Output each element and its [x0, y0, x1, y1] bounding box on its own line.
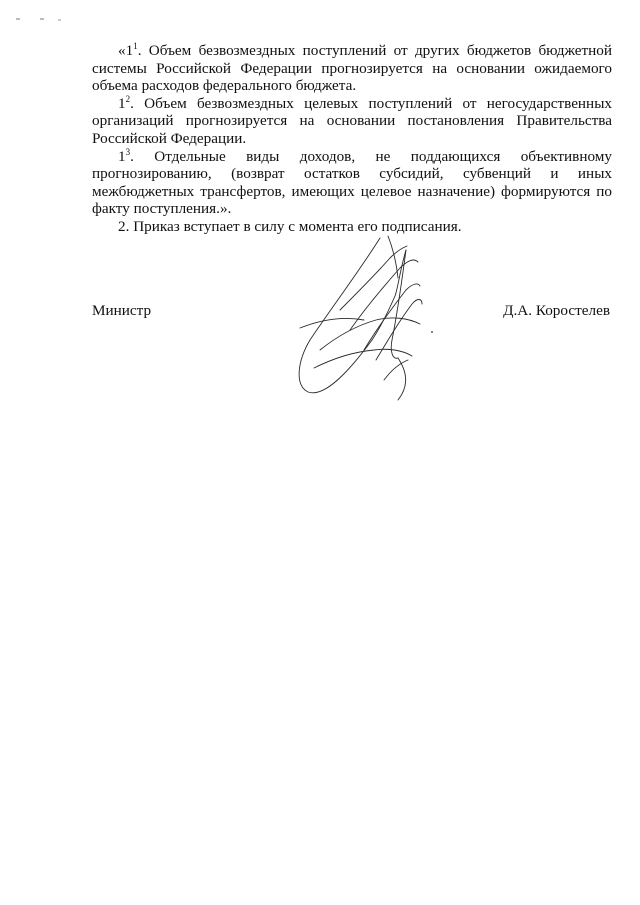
- paragraph-1-2: $1^2$. Объем безвозмездных целевых поступлений от негосударственных организаций прогнозируется на основании постановления Правительства Российской Федерации.: [92, 93, 612, 147]
- paragraph-2: 2. Приказ вступает в силу с момента его подписания.: [118, 217, 462, 235]
- signatory-name: Д.А. Коростелев: [503, 302, 610, 319]
- signatory-title: Министр: [92, 302, 152, 319]
- paragraph-1-1: «$1^1$. Объем безвозмездных поступлений от других бюджетов бюджетной системы Российской Федерации прогнозируется на основании ожидаемого объема расходов федерального бюджета.: [92, 40, 612, 95]
- signature-block: [92, 302, 610, 322]
- paragraph-1-3: $1^3$. Отдельные виды доходов, не поддающихся объективному прогнозированию, (возврат остатков субсидий, субвенций и иных межбюджетных трансфертов, имеющих целевое назначение) формируются по факту поступления.».: [92, 146, 612, 218]
- scan-artifact-marks: [14, 14, 74, 24]
